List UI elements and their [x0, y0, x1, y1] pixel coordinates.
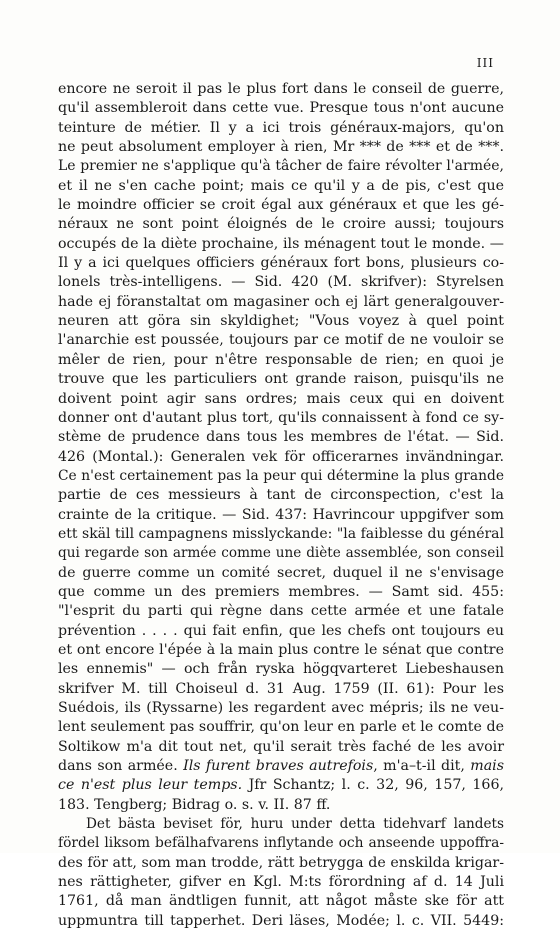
text-line: des för att, som man trodde, rätt betrygga de enskilda krigar-	[58, 854, 504, 871]
text-line: partie de ces messieurs à tant de circonspection, c'est la	[58, 487, 504, 504]
body-text	[58, 80, 504, 931]
text-line: et ont encore l'épée à la main plus contre le sénat que contre	[58, 641, 504, 658]
text-line: skrifver M. till Choiseul d. 31 Aug. 1759 (II. 61): Pour les	[58, 680, 504, 697]
text-line: Suédois, ils (Ryssarne) les regardent avec mépris; ils ne veu-	[58, 700, 504, 716]
text-line: occupés de la diète prochaine, ils ménagent tout le monde. —	[58, 235, 504, 252]
page-number: III	[476, 56, 494, 70]
text-segment: Jfr Schantz; l. c. 32, 96, 157, 166,	[242, 777, 504, 794]
text-line: prévention . . . . qui fait enfin, que les chefs ont toujours eu	[58, 622, 504, 639]
italic-text: mais	[470, 758, 504, 775]
italic-text: Ils furent braves autrefois	[183, 758, 374, 775]
text-line: mêler de rien, pour n'être responsable de rien; en quoi je	[58, 351, 504, 368]
text-line: Soltikow m'a dit tout net, qu'il serait très faché de les avoir	[58, 738, 504, 755]
text-line: nes rättigheter, gifver en Kgl. M:ts förordning af d. 14 Juli	[58, 874, 504, 891]
text-line: fördel liksom befälhafvarens inflytande och anseende uppoffra-	[58, 835, 504, 852]
text-line: Ce n'est certainement pas la peur qui détermine la plus grande	[58, 467, 504, 484]
text-line: donner ont d'autant plus tort, qu'ils connaissent à fond ce sy-	[58, 409, 504, 426]
text-line: ett skäl till campagnens misslyckande: "la faiblesse du général	[58, 525, 504, 542]
text-segment: , m'a–t-il dit,	[373, 758, 471, 775]
text-line: de guerre comme un comité secret, duquel il ne s'envisage	[58, 564, 504, 581]
text-line: "l'esprit du parti qui règne dans cette armée et une fatale	[58, 603, 504, 620]
text-segment: dans son armée.	[58, 758, 184, 775]
text-line: qu'il assembleroit dans cette vue. Presque tous n'ont aucune	[58, 100, 504, 117]
text-line: Det bästa beviset för, huru under detta tidehvarf landets	[86, 816, 504, 833]
text-line: Le premier ne s'applique qu'à tâcher de faire révolter l'armée,	[58, 158, 504, 175]
text-line: 426 (Montal.): Generalen vek för officerarnes invändningar.	[58, 448, 504, 465]
text-line: les ennemis" — och från ryska högqvarteret Liebeshausen	[58, 661, 504, 678]
text-line: le moindre officier se croit égal aux généraux et que les gé-	[58, 197, 504, 214]
text-line: et il ne s'en cache point; mais ce qu'il y a de pis, c'est que	[58, 177, 504, 194]
text-line: 1761, då man ändtligen funnit, att något måste ske för att	[58, 893, 504, 910]
text-line: Il y a ici quelques officiers généraux fort bons, plusieurs co-	[58, 255, 504, 272]
text-line: néraux ne sont point éloignés de le croire aussi; toujours	[58, 216, 504, 233]
text-line: neuren att göra sin skyldighet; "Vous voyez à quel point	[58, 313, 504, 330]
text-line	[58, 776, 504, 795]
text-line: qui regarde son armée comme une diète assemblée, son conseil	[58, 545, 504, 562]
text-line: doivent point agir sans ordres; mais ceux qui en doivent	[58, 390, 504, 407]
text-line	[58, 757, 504, 776]
text-line: l'anarchie est poussée, toujours par ce motif de ne vouloir se	[58, 332, 504, 349]
text-line: hade ej föranstaltat om magasiner och ej lärt generalgouver-	[58, 293, 504, 310]
text-line: lent seulement pas souffrir, qu'on leur en parle et le comte de	[58, 719, 504, 736]
text-line: 183. Tengberg; Bidrag o. s. v. II. 87 ff.	[58, 796, 331, 813]
text-line: uppmuntra till tapperhet. Deri läses, Modée; l. c. VII. 5449:	[58, 912, 504, 929]
text-line: stème de prudence dans tous les membres de l'état. — Sid.	[58, 429, 504, 446]
text-line: encore ne seroit il pas le plus fort dans le conseil de guerre,	[58, 81, 504, 97]
text-line: que comme un des premiers membres. — Samt sid. 455:	[58, 583, 504, 600]
text-line: trouve que les particuliers ont grande raison, puisqu'ils ne	[58, 371, 504, 388]
italic-text: ce n'est plus leur temps.	[58, 777, 243, 794]
text-line: teinture de métier. Il y a ici trois généraux-majors, qu'on	[58, 119, 504, 136]
text-line: ne peut absolument employer à rien, Mr *** de *** et de ***.	[58, 139, 504, 156]
text-line: crainte de la critique. — Sid. 437: Havrincour uppgifver som	[58, 506, 504, 523]
text-line: lonels très-intelligens. — Sid. 420 (M. skrifver): Styrelsen	[58, 274, 504, 291]
